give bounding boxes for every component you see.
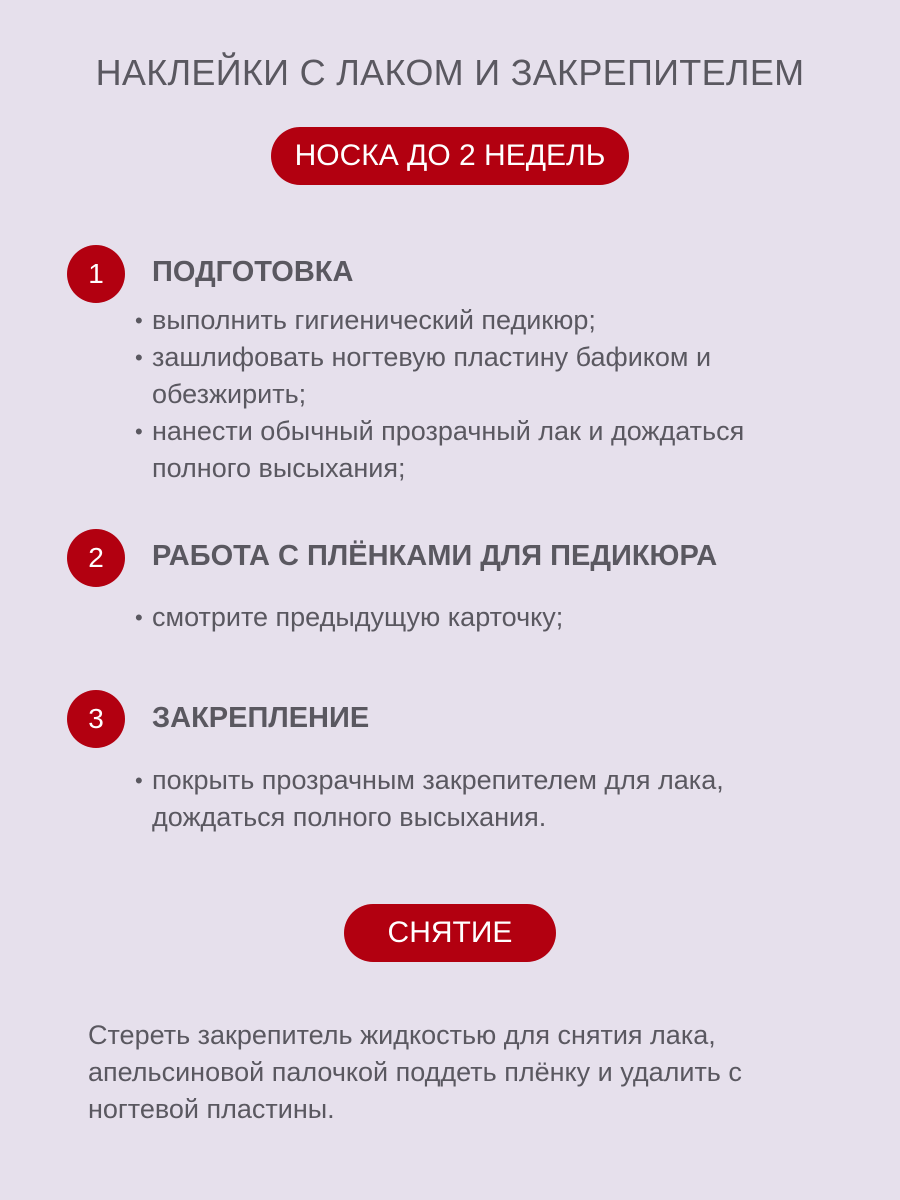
removal-instructions: Стереть закрепитель жидкостью для снятия лака, апельсиновой палочкой поддеть плёнку и удалить с ногтевой пластины. (88, 1020, 742, 1124)
step-2-list (135, 599, 855, 636)
step-1-title: ПОДГОТОВКА (152, 256, 354, 288)
step-2-item-1: • смотрите предыдущую карточку; (135, 599, 855, 636)
step-2-number: 2 (67, 529, 125, 587)
step-3-number: 3 (67, 690, 125, 748)
step-2-title: РАБОТА С ПЛЁНКАМИ ДЛЯ ПЕДИКЮРА (152, 540, 718, 572)
removal-badge: СНЯТИЕ (344, 904, 556, 962)
page-title: НАКЛЕЙКИ С ЛАКОМ И ЗАКРЕПИТЕЛЕМ (95, 52, 805, 93)
step-3-title: ЗАКРЕПЛЕНИЕ (152, 702, 370, 734)
step-3-item-1: • покрыть прозрачным закрепителем для лака, дождаться полного высыхания. (135, 762, 812, 836)
step-1-item-3: • нанести обычный прозрачный лак и дождаться полного высыхания; (135, 413, 842, 487)
step-1-number: 1 (67, 245, 125, 303)
step-1-list (135, 302, 855, 487)
step-1-item-1: • выполнить гигиенический педикюр; (135, 302, 855, 339)
step-3-list (135, 762, 855, 836)
wear-duration-badge: НОСКА ДО 2 НЕДЕЛЬ (271, 127, 629, 185)
step-1-item-2: • зашлифовать ногтевую пластину бафиком и обезжирить; (135, 339, 762, 413)
